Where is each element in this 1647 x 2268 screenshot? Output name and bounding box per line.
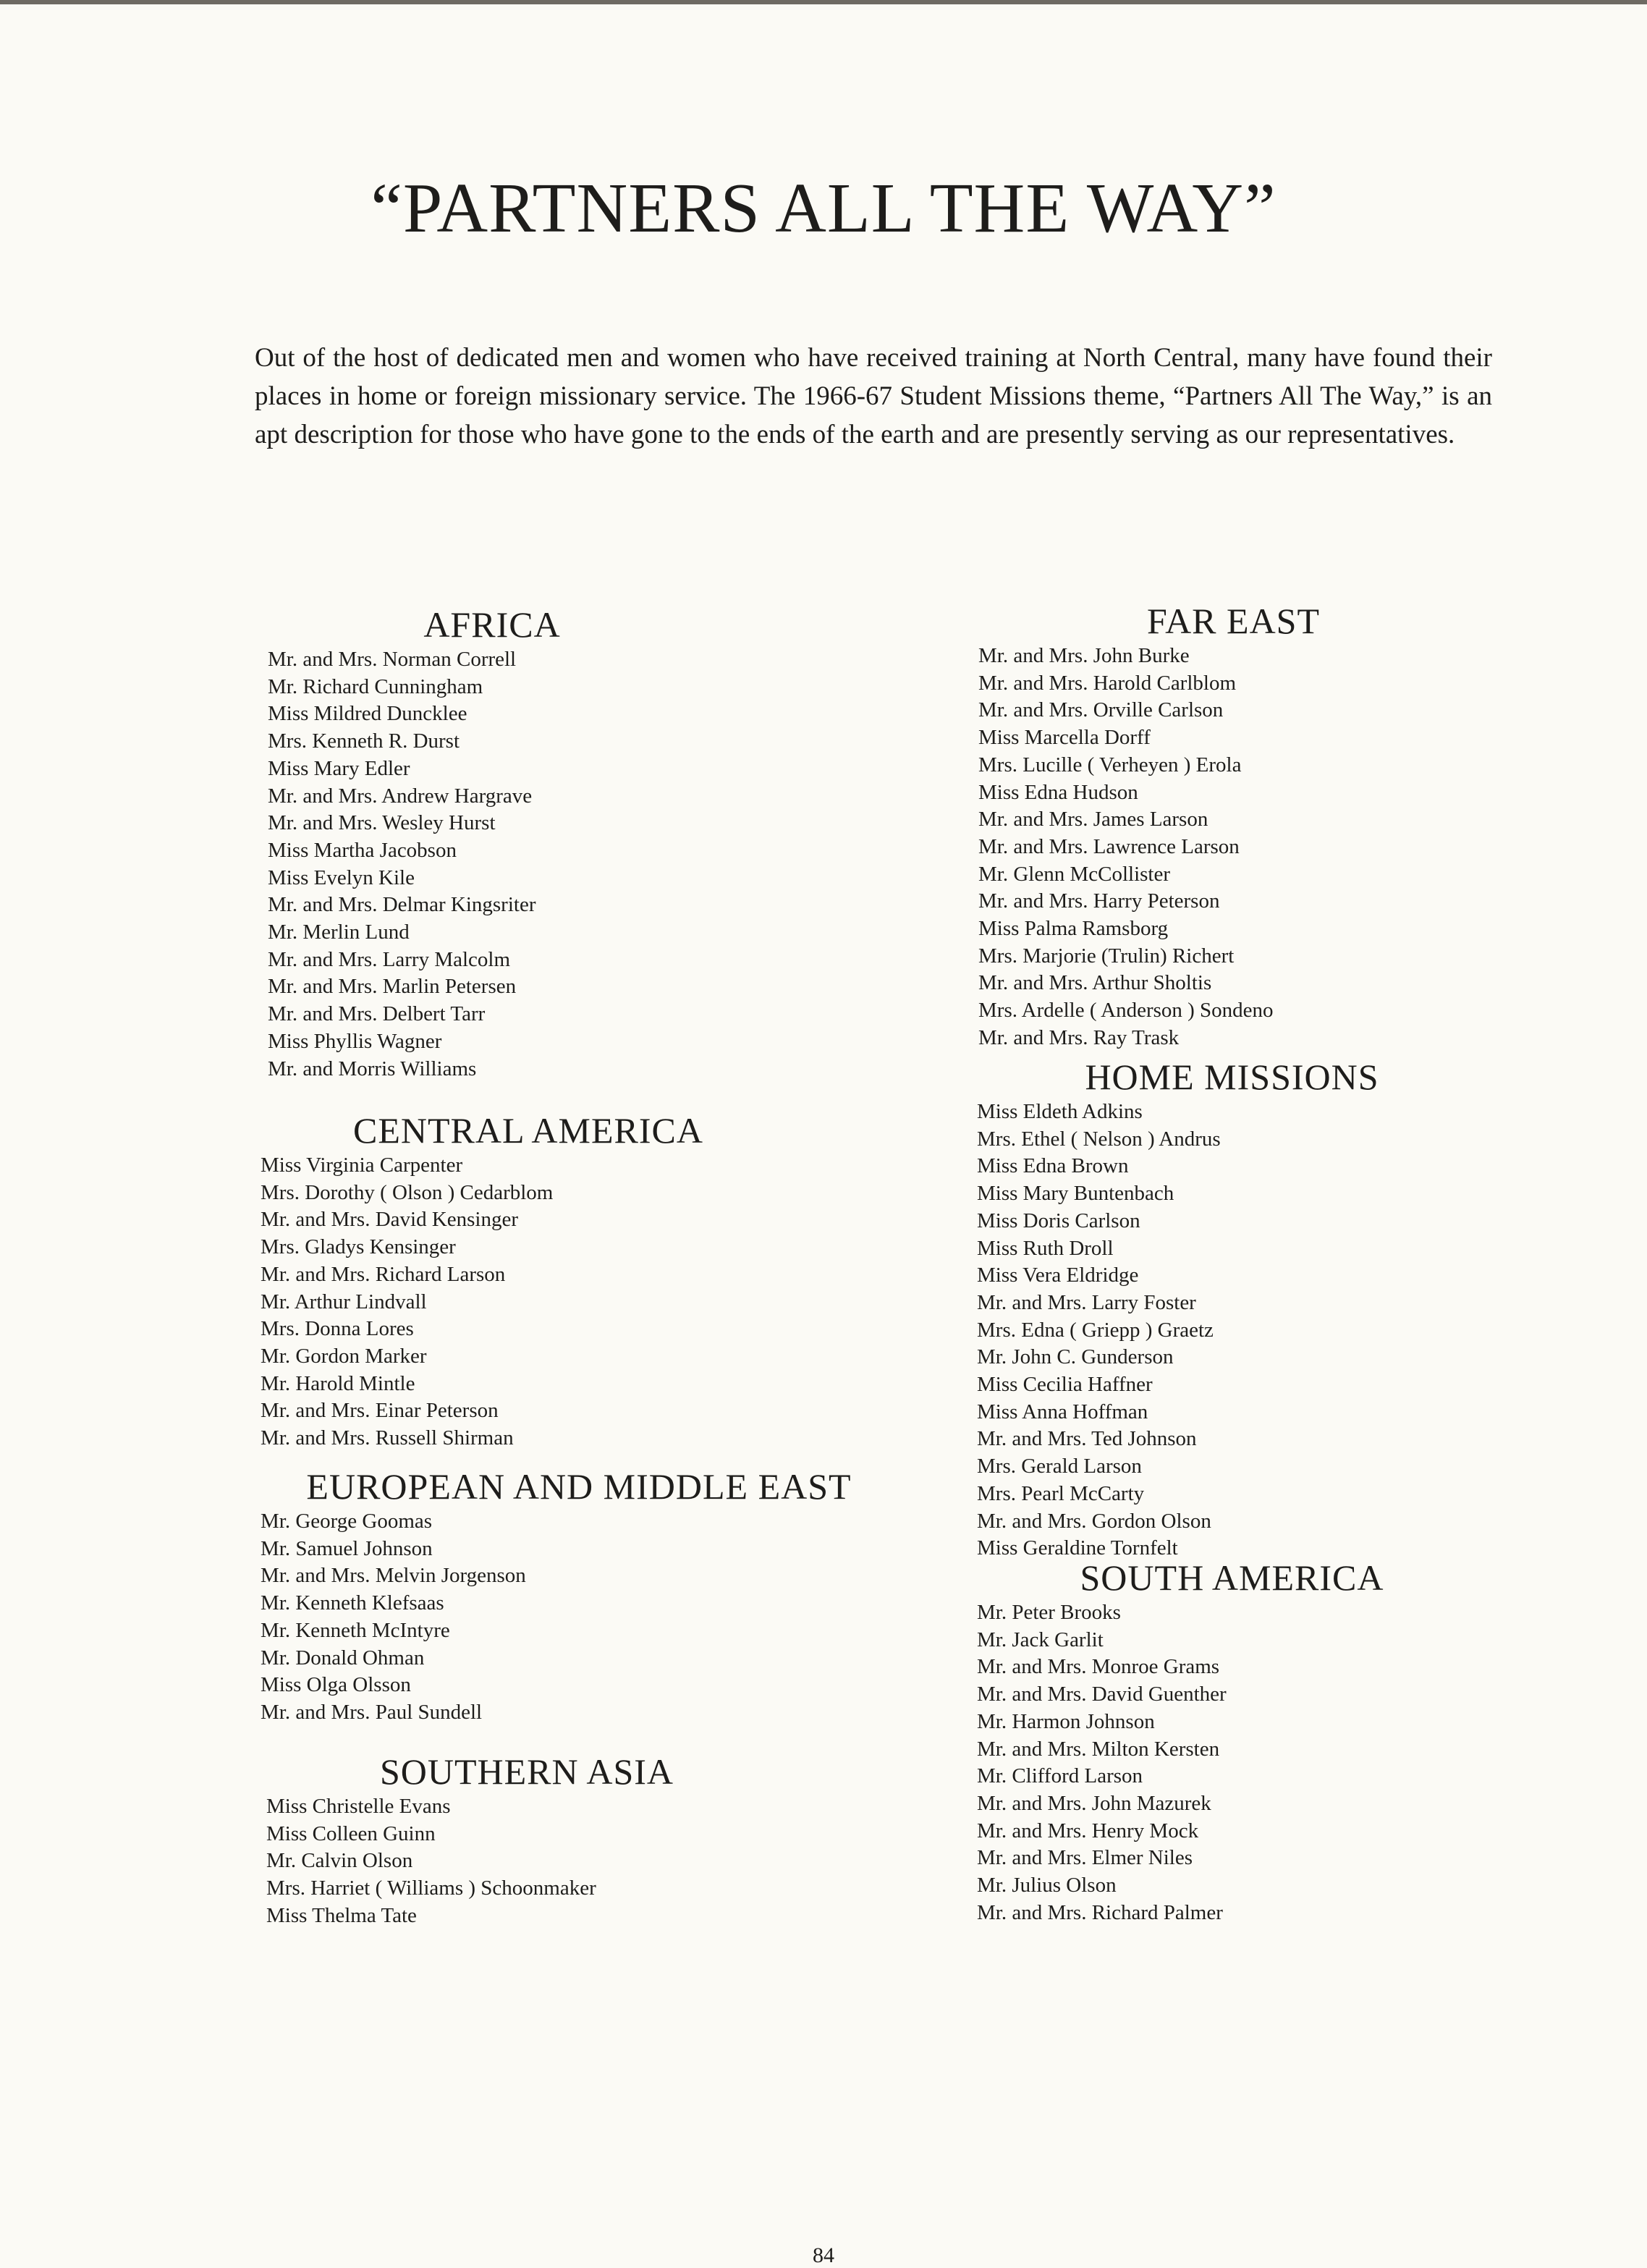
missionary-name: Miss Evelyn Kile — [268, 866, 415, 889]
page-number: 84 — [813, 2243, 834, 2267]
missionary-name: Miss Anna Hoffman — [977, 1400, 1148, 1423]
section-central-america — [261, 1109, 796, 1452]
missionary-name: Mr. and Mrs. Delmar Kingsriter — [268, 893, 536, 917]
missionary-name: Mr. and Mrs. Marlin Petersen — [268, 975, 517, 999]
missionary-name: Mr. Calvin Olson — [266, 1849, 413, 1873]
section-south-america — [977, 1556, 1487, 1926]
missionary-name: Miss Martha Jacobson — [268, 838, 457, 862]
section-heading-far-east: FAR EAST — [1146, 601, 1321, 641]
missionary-name: Miss Colleen Guinn — [266, 1821, 436, 1845]
name-list-home-missions — [977, 1099, 1487, 1562]
name-list-european-middle-east — [261, 1508, 897, 1727]
missionary-name: Miss Olga Olsson — [261, 1673, 411, 1697]
name-list-central-america — [261, 1152, 796, 1452]
missionary-name: Mr. and Mrs. Harry Peterson — [978, 889, 1220, 913]
missionary-name: Mr. Arthur Lindvall — [261, 1290, 427, 1313]
missionary-name: Mr. and Mrs. Milton Kersten — [977, 1737, 1220, 1761]
missionary-name: Miss Ruth Droll — [977, 1236, 1114, 1260]
missionary-name: Mr. Merlin Lund — [268, 921, 410, 944]
missionary-name: Miss Edna Brown — [977, 1154, 1129, 1178]
missionary-name: Mr. and Mrs. Delbert Tarr — [268, 1002, 486, 1026]
name-list-south-america — [977, 1599, 1487, 1926]
missionary-name: Miss Doris Carlson — [977, 1209, 1140, 1232]
missionary-name: Miss Thelma Tate — [266, 1903, 417, 1927]
missionary-name: Mr. and Mrs. Arthur Sholtis — [978, 971, 1212, 995]
missionary-name: Mr. Clifford Larson — [977, 1764, 1143, 1788]
missionary-name: Mr. and Mrs. Richard Palmer — [977, 1900, 1223, 1924]
missionary-name: Mrs. Edna ( Griepp ) Graetz — [977, 1318, 1214, 1342]
missionary-name: Mr. and Mrs. John Burke — [978, 644, 1190, 667]
missionary-name: Mrs. Ardelle ( Anderson ) Sondeno — [978, 999, 1274, 1023]
missionary-name: Mr. Peter Brooks — [977, 1601, 1121, 1624]
missionary-name: Mr. and Mrs. Einar Peterson — [261, 1399, 499, 1423]
missionary-name: Miss Marcella Dorff — [978, 726, 1151, 750]
missionary-name: Mr. and Mrs. Richard Larson — [261, 1262, 506, 1286]
missionary-name: Mr. George Goomas — [261, 1510, 433, 1533]
missionary-name: Mr. Julius Olson — [977, 1874, 1117, 1897]
name-list-far-east — [978, 643, 1489, 1052]
missionary-name: Mr. and Mrs. Orville Carlson — [978, 698, 1224, 722]
page-title: “PARTNERS ALL THE WAY” — [371, 169, 1276, 247]
missionary-name: Mr. and Mrs. Paul Sundell — [261, 1700, 483, 1724]
missionary-name: Mr. Richard Cunningham — [268, 674, 483, 698]
missionary-name: Miss Virginia Carpenter — [261, 1154, 463, 1177]
missionary-name: Miss Cecilia Haffner — [977, 1373, 1153, 1397]
missionary-name: Miss Mary Edler — [268, 756, 410, 780]
missionary-name: Mrs. Gladys Kensinger — [261, 1235, 456, 1259]
missionary-name: Mrs. Harriet ( Williams ) Schoonmaker — [266, 1876, 596, 1900]
missionary-name: Mrs. Gerald Larson — [977, 1455, 1142, 1478]
section-heading-central-america: CENTRAL AMERICA — [353, 1110, 703, 1151]
missionary-name: Mr. Kenneth McIntyre — [261, 1618, 450, 1642]
missionary-name: Mr. and Mrs. Ted Johnson — [977, 1427, 1197, 1451]
missionary-name: Mr. and Mrs. Norman Correll — [268, 648, 517, 671]
missionary-name: Mr. and Mrs. Ray Trask — [978, 1025, 1180, 1049]
missionary-name: Mr. Glenn McCollister — [978, 862, 1171, 886]
missionary-name: Mr. Harold Mintle — [261, 1371, 415, 1395]
missionary-name: Mrs. Lucille ( Verheyen ) Erola — [978, 753, 1242, 777]
missionary-name: Mr. and Mrs. Russell Shirman — [261, 1426, 514, 1450]
name-list-southern-asia — [266, 1793, 787, 1930]
missionary-name: Mr. and Mrs. Melvin Jorgenson — [261, 1564, 526, 1588]
missionary-name: Mr. and Mrs. Andrew Hargrave — [268, 784, 533, 808]
missionary-name: Mr. and Mrs. Monroe Grams — [977, 1655, 1220, 1679]
missionary-name: Miss Mary Buntenbach — [977, 1182, 1174, 1206]
missionary-name: Mr. and Mrs. Harold Carlblom — [978, 671, 1237, 695]
section-heading-european-middle-east: EUROPEAN AND MIDDLE EAST — [306, 1466, 852, 1507]
missionary-name: Mr. and Mrs. Elmer Niles — [977, 1846, 1193, 1870]
missionary-name: Mr. and Mrs. Gordon Olson — [977, 1509, 1211, 1533]
missionary-name: Mrs. Dorothy ( Olson ) Cedarblom — [261, 1180, 554, 1204]
section-africa — [268, 603, 716, 1083]
missionary-name: Miss Eldeth Adkins — [977, 1100, 1143, 1123]
missionary-name: Mrs. Pearl McCarty — [977, 1481, 1145, 1505]
missionary-name: Mr. and Mrs. Henry Mock — [977, 1819, 1199, 1842]
section-heading-home-missions: HOME MISSIONS — [1085, 1057, 1379, 1097]
missionary-name: Mr. and Mrs. Lawrence Larson — [978, 834, 1240, 858]
missionary-name: Mr. Samuel Johnson — [261, 1536, 433, 1560]
missionary-name: Mrs. Ethel ( Nelson ) Andrus — [977, 1127, 1221, 1151]
missionary-name: Mr. Donald Ohman — [261, 1646, 425, 1670]
missionary-name: Mr. Harmon Johnson — [977, 1709, 1155, 1733]
section-european-middle-east — [261, 1465, 897, 1727]
missionary-name: Mrs. Kenneth R. Durst — [268, 729, 460, 753]
missionary-name: Mr. John C. Gunderson — [977, 1345, 1174, 1369]
missionary-name: Mr. and Mrs. Larry Foster — [977, 1290, 1196, 1314]
missionary-name: Miss Edna Hudson — [978, 780, 1138, 804]
page-top-rule — [0, 0, 1647, 4]
section-heading-southern-asia: SOUTHERN ASIA — [379, 1751, 674, 1792]
missionary-name: Mr. and Mrs. James Larson — [978, 808, 1208, 832]
missionary-name: Miss Palma Ramsborg — [978, 917, 1169, 941]
missionary-name: Miss Christelle Evans — [266, 1795, 451, 1818]
missionary-name: Mrs. Donna Lores — [261, 1317, 414, 1341]
missionary-name: Mr. and Mrs. Wesley Hurst — [268, 811, 496, 835]
missionary-name: Miss Phyllis Wagner — [268, 1029, 442, 1053]
missionary-name: Mr. Gordon Marker — [261, 1344, 427, 1368]
missionary-name: Mr. and Mrs. Larry Malcolm — [268, 947, 511, 971]
missionary-name: Mr. and Mrs. John Mazurek — [977, 1791, 1211, 1815]
missionary-name: Mr. and Mrs. David Kensinger — [261, 1208, 519, 1232]
section-heading-africa: AFRICA — [423, 604, 561, 645]
missionary-name: Miss Geraldine Tornfelt — [977, 1536, 1178, 1560]
name-list-africa — [268, 646, 716, 1083]
section-southern-asia — [266, 1750, 787, 1930]
missionary-name: Miss Mildred Duncklee — [268, 702, 467, 726]
missionary-name: Mr. and Mrs. David Guenther — [977, 1683, 1227, 1706]
section-home-missions — [977, 1055, 1487, 1562]
intro-paragraph: Out of the host of dedicated men and women who have received training at North Central, many have found their places in home or foreign missionary service. The 1966-67 Student Missions theme, “Partners All The Way,” is an apt description for those who have gone to the ends of the earth and are presently serving as our representatives. — [255, 343, 1492, 449]
section-heading-south-america: SOUTH AMERICA — [1080, 1557, 1384, 1598]
missionary-name: Mrs. Marjorie (Trulin) Richert — [978, 944, 1235, 968]
missionary-name: Mr. Jack Garlit — [977, 1628, 1104, 1651]
missionary-name: Mr. Kenneth Klefsaas — [261, 1591, 444, 1615]
section-far-east — [978, 599, 1489, 1052]
missionary-name: Mr. and Morris Williams — [268, 1057, 477, 1080]
missionary-name: Miss Vera Eldridge — [977, 1264, 1139, 1287]
